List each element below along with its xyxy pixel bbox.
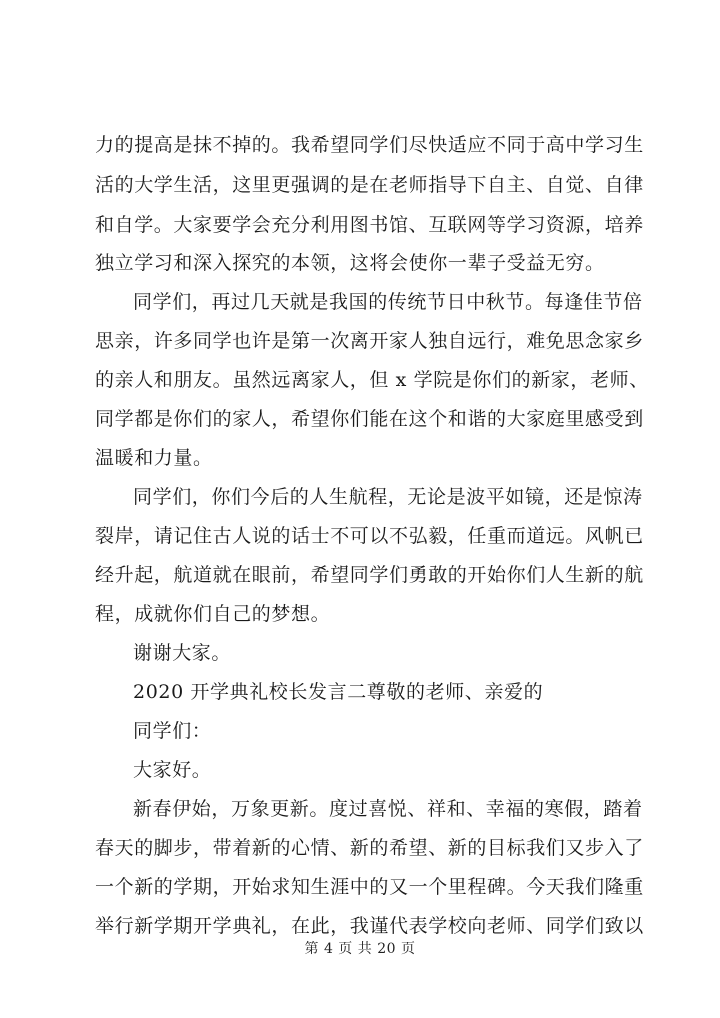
text-line: 独立学习和深入探究的本领，这将会使你一辈子受益无穷。 <box>95 252 605 274</box>
text-line: 同学们，再过几天就是我国的传统节日中秋节。每逢佳节倍 <box>133 291 643 313</box>
text-line: 举行新学期开学典礼，在此，我谨代表学校向老师、同学们致以 <box>95 915 644 937</box>
text-line: 2020 开学典礼校长发言二尊敬的老师、亲爱的 <box>133 681 544 703</box>
text-line: 和自学。大家要学会充分利用图书馆、互联网等学习资源，培养 <box>95 214 644 236</box>
text-line: 经升起，航道就在眼前，希望同学们勇敢的开始你们人生新的航 <box>95 564 644 586</box>
text-line: 春天的脚步，带着新的心情、新的希望、新的目标我们又步入了 <box>95 837 644 859</box>
text-line: 活的大学生活，这里更强调的是在老师指导下自主、自觉、自律 <box>95 174 644 196</box>
text-line: 同学们： <box>133 720 212 742</box>
page-footer: 第 4 页 共 20 页 <box>304 941 416 957</box>
text-line: 力的提高是抹不掉的。我希望同学们尽快适应不同于高中学习生 <box>95 134 644 156</box>
text-line: 的亲人和朋友。虽然远离家人，但 x 学院是你们的新家，老师、 <box>95 369 649 391</box>
text-line: 新春伊始，万象更新。度过喜悦、祥和、幸福的寒假，踏着 <box>133 798 643 820</box>
text-line: 裂岸，请记住古人说的话士不可以不弘毅，任重而道远。风帆已 <box>95 525 644 547</box>
text-line: 同学都是你们的家人，希望你们能在这个和谐的大家庭里感受到 <box>95 408 644 430</box>
text-line: 同学们，你们今后的人生航程，无论是波平如镜，还是惊涛 <box>133 486 643 508</box>
text-line: 一个新的学期，开始求知生涯中的又一个里程碑。今天我们隆重 <box>95 876 644 898</box>
text-line: 温暖和力量。 <box>95 447 213 469</box>
text-line: 大家好。 <box>133 759 212 781</box>
text-line: 思亲，许多同学也许是第一次离开家人独自远行，难免思念家乡 <box>95 330 644 352</box>
text-line: 谢谢大家。 <box>133 642 232 664</box>
text-line: 程，成就你们自己的梦想。 <box>95 603 331 625</box>
